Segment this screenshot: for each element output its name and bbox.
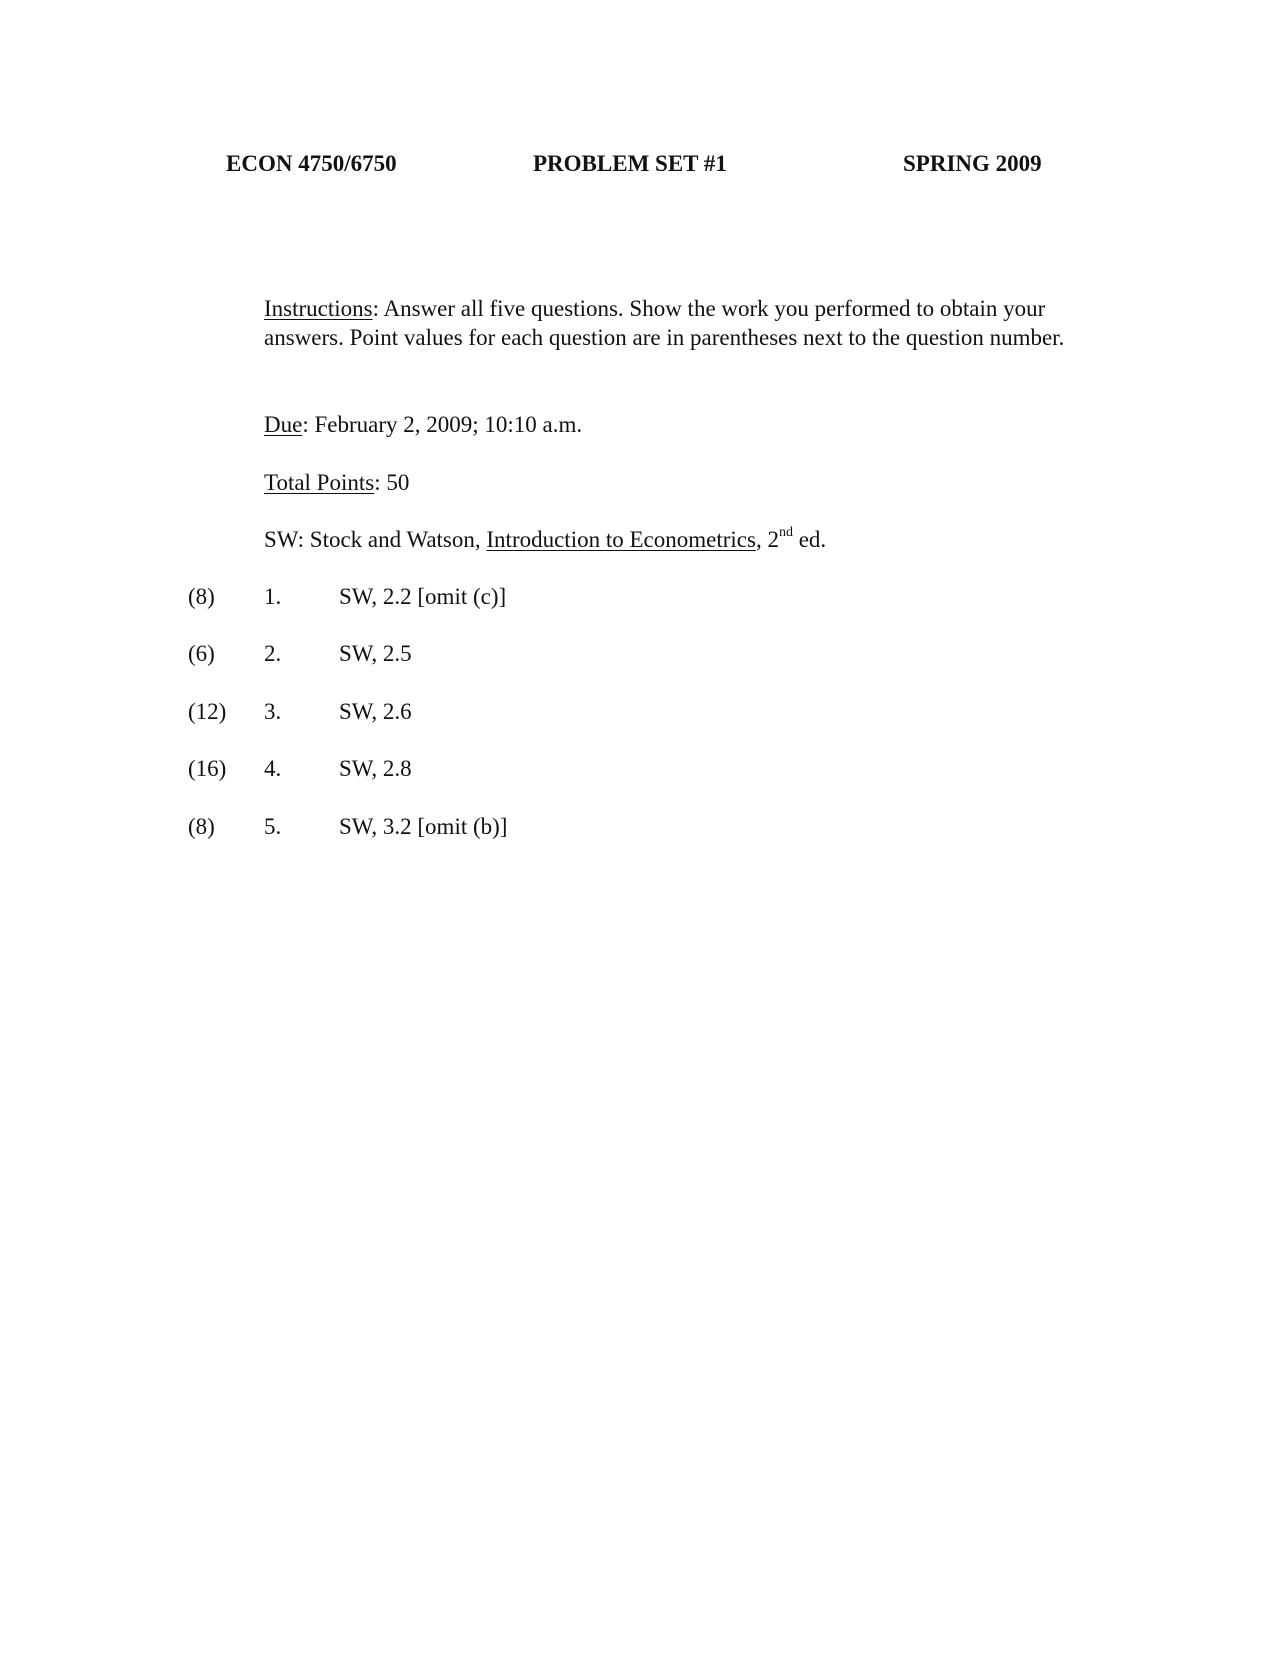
reference-suffix: ed. (792, 527, 827, 552)
reference-line (264, 525, 1114, 554)
reference-edition-superscript: nd (778, 525, 793, 541)
total-points-label: Total Points (264, 470, 375, 495)
instructions-text: : Answer all five questions. Show the work you performed to obtain your answers. Point values for each question are in parentheses next to the question number. (264, 296, 1065, 350)
term-label: SPRING 2009 (903, 151, 1042, 176)
question-points: (16) (188, 756, 227, 781)
reference-prefix: SW: Stock and Watson, (264, 527, 487, 552)
instructions-label: Instructions (264, 296, 373, 321)
reference-book-title: Introduction to Econometrics (486, 527, 756, 552)
question-points: (12) (188, 699, 227, 724)
instructions-paragraph (264, 294, 1114, 352)
question-text: SW, 2.6 (339, 699, 412, 724)
due-label: Due (264, 412, 303, 437)
question-points: (8) (188, 584, 215, 609)
reference-edition-number: , 2 (755, 527, 779, 552)
course-code: ECON 4750/6750 (226, 151, 397, 176)
question-number: 5. (264, 814, 282, 839)
due-text: : February 2, 2009; 10:10 a.m. (302, 412, 583, 437)
total-points-text: : 50 (374, 470, 410, 495)
due-line (264, 410, 1114, 439)
question-points: (6) (188, 641, 215, 666)
question-text: SW, 2.2 [omit (c)] (339, 584, 507, 609)
question-number: 3. (264, 699, 282, 724)
question-points: (8) (188, 814, 215, 839)
question-text: SW, 2.8 (339, 756, 412, 781)
question-number: 1. (264, 584, 282, 609)
total-points-line (264, 468, 1114, 497)
question-number: 2. (264, 641, 282, 666)
question-text: SW, 2.5 (339, 641, 412, 666)
question-number: 4. (264, 756, 282, 781)
question-text: SW, 3.2 [omit (b)] (339, 814, 508, 839)
document-title: PROBLEM SET #1 (533, 151, 727, 176)
